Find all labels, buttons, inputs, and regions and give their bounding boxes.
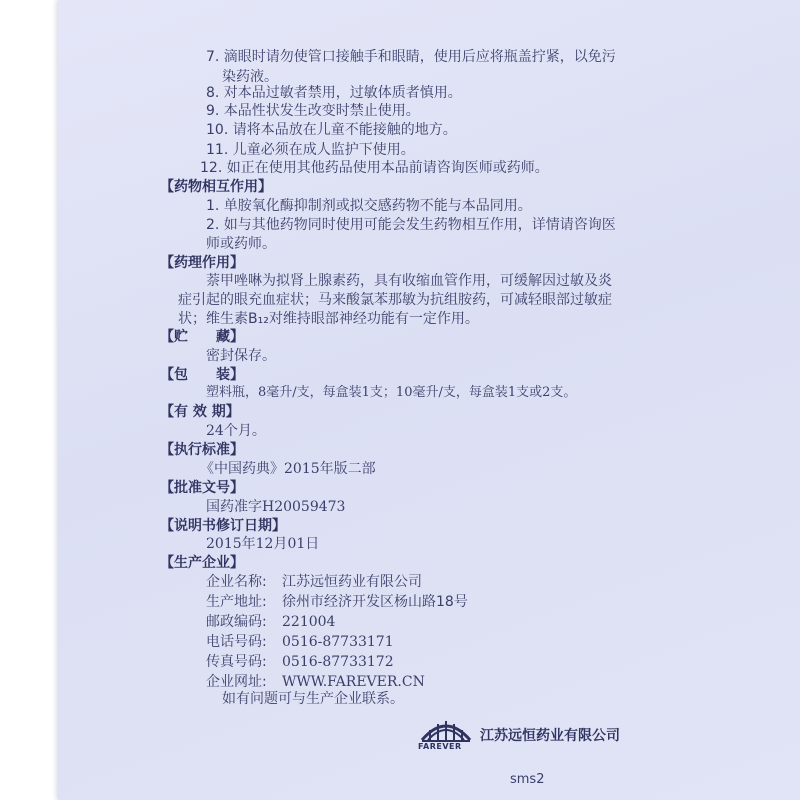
precaution-item-12: 12. 如正在使用其他药品使用本品前请咨询医师或药师。 xyxy=(200,160,549,176)
section-heading-storage: 【贮 藏】 xyxy=(160,329,244,345)
company-phone: 0516-87733171 xyxy=(282,634,394,650)
manufacturer-name-row xyxy=(206,573,422,591)
field-label: 传真号码: xyxy=(206,654,267,670)
manufacturer-phone-row xyxy=(206,633,394,651)
footer-code: sms2 xyxy=(510,772,545,787)
company-website: WWW.FAREVER.CN xyxy=(282,674,425,690)
pharmacology-line-1: 萘甲唑啉为拟肾上腺素药，具有收缩血管作用，可缓解因过敏及炎 xyxy=(206,273,612,289)
company-address: 徐州市经济开发区杨山路18号 xyxy=(282,594,468,610)
precaution-item-7: 7. 滴眼时请勿使管口接触手和眼睛，使用后应将瓶盖拧紧，以免污 xyxy=(206,49,616,65)
precaution-item-11: 11. 儿童必须在成人监护下使用。 xyxy=(206,142,415,158)
field-label: 电话号码: xyxy=(206,634,267,650)
interaction-line-2: 2. 如与其他药物同时使用可能会发生药物相互作用，详情请咨询医 xyxy=(206,217,616,233)
section-heading-interactions: 【药物相互作用】 xyxy=(160,179,272,195)
standard-text: 《中国药典》2015年版二部 xyxy=(200,461,376,477)
approval-number: 国药准字H20059473 xyxy=(206,499,346,515)
precaution-item-9: 9. 本品性状发生改变时禁止使用。 xyxy=(206,103,420,119)
manufacturer-address-row xyxy=(206,593,468,611)
company-fax: 0516-87733172 xyxy=(282,654,394,670)
section-heading-standard: 【执行标准】 xyxy=(160,442,244,458)
interaction-line-1: 1. 单胺氧化酶抑制剂或拟交感药物不能与本品同用。 xyxy=(206,198,532,214)
manufacturer-postcode-row xyxy=(206,613,335,631)
logo-company-name: 江苏远恒药业有限公司 xyxy=(480,728,620,744)
section-heading-revision: 【说明书修订日期】 xyxy=(160,518,286,534)
section-heading-approval: 【批准文号】 xyxy=(160,480,244,496)
pharmacology-line-2: 症引起的眼充血症状；马来酸氯苯那敏为抗组胺药，可减轻眼部过敏症 xyxy=(178,292,612,308)
manufacturer-website-row xyxy=(206,673,425,691)
section-heading-manufacturer: 【生产企业】 xyxy=(160,555,244,571)
validity-text: 24个月。 xyxy=(206,423,266,439)
interaction-line-3: 师或药师。 xyxy=(206,236,276,252)
field-label: 企业名称: xyxy=(206,574,267,590)
logo-brand-text: FAREVER xyxy=(418,742,462,751)
field-label: 邮政编码: xyxy=(206,614,267,630)
section-heading-packaging: 【包 装】 xyxy=(160,367,244,383)
company-name: 江苏远恒药业有限公司 xyxy=(282,574,422,590)
precaution-item-8: 8. 对本品过敏者禁用，过敏体质者慎用。 xyxy=(206,85,462,101)
pharmacology-line-3: 状；维生素B₁₂对维持眼部神经功能有一定作用。 xyxy=(178,311,479,327)
storage-text: 密封保存。 xyxy=(206,348,276,364)
packaging-text: 塑料瓶，8毫升/支，每盒装1支；10毫升/支，每盒装1支或2支。 xyxy=(206,385,577,400)
field-label: 企业网址: xyxy=(206,674,267,690)
section-heading-pharmacology: 【药理作用】 xyxy=(160,255,244,271)
contact-note: 如有问题可与生产企业联系。 xyxy=(222,691,404,707)
precaution-item-7-cont: 染药液。 xyxy=(222,69,278,85)
precaution-item-10: 10. 请将本品放在儿童不能接触的地方。 xyxy=(206,122,457,138)
manufacturer-fax-row xyxy=(206,653,394,671)
field-label: 生产地址: xyxy=(206,594,267,610)
company-postcode: 221004 xyxy=(282,614,336,630)
section-heading-validity: 【有 效 期】 xyxy=(160,404,240,420)
revision-date: 2015年12月01日 xyxy=(206,536,320,552)
